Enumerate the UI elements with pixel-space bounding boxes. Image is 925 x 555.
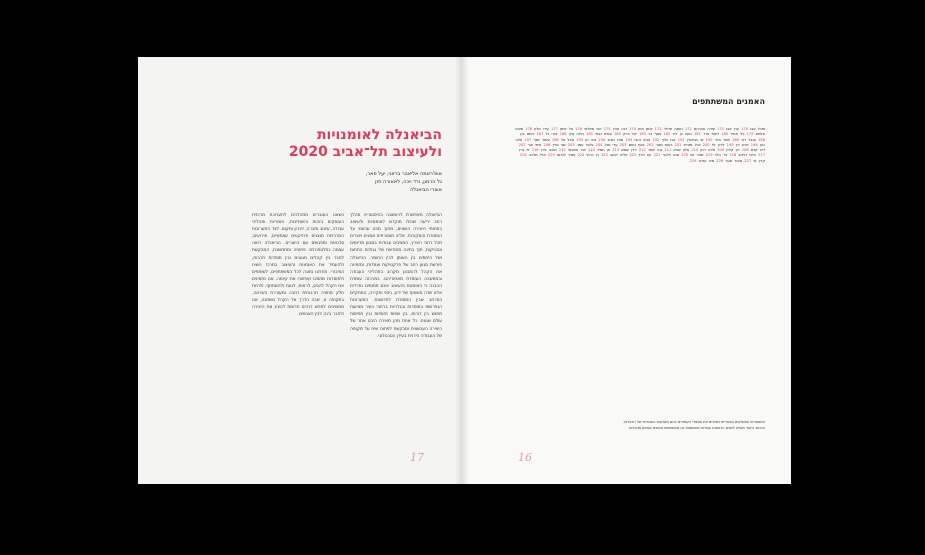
artist-entry [573,127,601,131]
artist-name: הילה גולן [568,132,584,137]
artist-page-ref: 173 [654,127,662,131]
artist-page-ref: 176 [575,127,583,131]
artist-entry [690,159,715,163]
right-page [138,57,462,484]
artist-name: ספיר לנדאו [556,153,576,158]
artist-page-ref: 195 [576,137,584,142]
artist-page-ref: 228 [716,158,724,163]
body-column-1: הביאנלה מאפשרת לראשונה בהיסטוריה מהלך רחב יריעה שכולו מוקדש לאומנויות ולעיצוב בתחומי היצירה השונים, מתוך מבט עכשווי על המסורת והמקורות. אליה מצטרפים אמנים ויוצרים מכל רחבי הארץ, המציגים עבודות במגוון מדיומים וטכניקות, תוך בחינה מחודשת של גבולות התחום ושל היחסים בין האומן לבין החומר. הביאנלה פורשת מגוון רחב של פרקטיקות ועמדות, ומזמינה את הקהל להתבונן מקרוב בתהליכי העבודה ובמחשבה העומדת מאחוריהם. במרכזה עומדת ההבנה כי האומנות והעיצוב אינם תחומים נפרדים אלא שדה משותף של ידע, ניסוי וחקירה, המתקיים במרחב שבין המסורת לחדשנות. התערוכות הנפרשות במוסדות ובגלריות ברחבי העיר מציעות מפגש בין דורות, בין שפות חזותיות ובין תפיסות עולם שונות. כל אחת מהן מאירה היבט אחר של היצירה העכשווית ומבקשת לפתוח שיח על מקומה של העבודה הידנית בעידן הטכנולוגי. [350,213,442,339]
artist-page-ref: 215 [558,148,566,153]
artist-name: שירה אברהם [693,127,715,131]
artist-entry [612,132,637,136]
artist-page-ref: 224 [577,153,585,158]
artist-page-ref: 219 [705,153,713,158]
artist-name: אנה זילבר [662,153,680,158]
artist-name: אייל מלכה [528,153,546,158]
authors [262,170,442,194]
artist-entry [566,143,594,147]
title-line-1: הביאנלה לאומנויות [316,127,442,143]
artist-name: מירב רוזן [700,148,716,153]
artist-name: תמר הדר [714,137,730,142]
artist-name: דורון כץ [735,142,749,147]
artist-entry [662,148,689,152]
artist-entry [599,153,628,157]
artist-name: שי הורוביץ [686,137,704,142]
artist-name: דנה אורן [612,127,627,131]
artist-name: מורן חביב [607,137,624,142]
artist-page-ref: 186 [559,132,567,137]
artist-name: טליה יעקב [610,153,628,158]
artist-entry [651,153,679,157]
footnote-line-1: המספרים המופיעים בסוגריים מציינים את מספרי העמודים בהם מופיעות העבודות של היוצרים. [623,420,765,424]
artist-page-ref: 227 [744,158,752,163]
title-line-2: ולעיצוב תל־אביב 2020 [288,144,442,160]
artist-name: ענבל דור [741,137,756,142]
artist-entry [661,132,691,136]
artist-name: ליאת ארד [702,132,720,137]
artist-page-ref: 197 [524,137,532,142]
artist-page-ref: 222 [629,153,637,158]
artist-name: ניר הלוי [714,153,728,158]
artist-entry [574,138,596,142]
left-page [462,57,791,484]
artist-entry [602,127,627,131]
artist-entry [692,132,719,136]
artist-page-ref: 202 [646,142,654,147]
artist-name: לירון לוי [711,142,725,147]
artist-entry [596,138,623,142]
artist-name: עומר יוסף [533,137,550,142]
artist-page-ref: 207 [518,142,526,147]
artist-name: אביב זהבי [634,137,651,142]
artist-page-ref: 193 [625,137,633,142]
artist-entry [627,153,651,157]
artist-name: מיה עזרא [698,158,715,163]
artist-name: רוני אזולאי [584,127,602,131]
artist-entry [742,159,765,163]
artist-entry [719,132,744,136]
artists-list-title: האמנים המשתתפים [692,97,765,106]
artist-name: הדס דוידוב [738,153,756,158]
artist-entry [530,148,557,152]
artist-entry [593,143,617,147]
artist-entry [689,148,715,152]
artist-name: יונתן אוזן [638,127,653,131]
article-title [242,127,442,161]
artist-entry [522,138,549,142]
artist-page-ref: 213 [612,148,620,153]
artist-name: שני פרץ [552,142,566,147]
artist-page-ref: 191 [677,137,685,142]
artist-page-ref: 203 [619,142,627,147]
authors-line-3: אוצרי הביאנלה [410,187,442,193]
artist-name: רעות מנור [655,142,673,147]
artist-page-ref: 172 [684,127,692,131]
artist-page-ref: 205 [567,142,575,147]
footnote-line-2: הכתוב היוצר מופיע לשנים הרצאות עבודות משותפות וכן משתתפים נוספים שאינם מוזכרים. [628,425,765,430]
artist-entry [586,148,610,152]
footnote [565,420,765,431]
artist-entry [645,143,673,147]
artist-page-ref: 182 [663,132,671,137]
artist-name: גיל אמיר [730,132,745,137]
artist-name: איתי צור [527,142,542,147]
artist-page-ref: 226 [519,153,527,158]
artist-entry [523,127,549,131]
artist-name: נעמה אדלר [663,127,683,131]
artist-entry [520,153,546,157]
artist-page-ref: 211 [664,148,672,153]
artist-entry [676,138,704,142]
artist-page-ref: 183 [639,132,646,137]
artist-name: בועז נחום [628,142,645,147]
artist-entry [652,127,682,131]
artist-page-ref: 221 [653,153,661,158]
artist-entry [715,127,739,131]
artist-page-ref: 199 [726,142,734,147]
artist-page-ref: 225 [547,153,555,158]
artist-name: מיכל אבו [750,127,765,131]
artist-entry [637,148,663,152]
artist-name: אסף בר [648,132,662,137]
artist-page-ref: 189 [732,137,739,142]
artist-entry [703,153,727,157]
artist-entry [701,143,725,147]
artist-entry [550,138,574,142]
artist-name: אור אשכנזי [567,148,586,153]
artist-name: ערן אבן [726,127,740,131]
artist-page-ref: 192 [652,137,660,142]
artist-name: אבנר סער [725,158,743,163]
artist-page-ref: 223 [600,153,608,158]
artist-page-ref: 177 [551,127,558,131]
artist-page-ref: 175 [603,127,611,131]
artist-name: עדי סגל [604,142,618,147]
authors-line-1: אופ'ראמה אליאבר ברזוני, יעל פאר, [365,171,442,177]
artist-entry [541,143,565,147]
artist-page-ref: 218 [729,153,737,158]
artist-name: יעל ברק [623,132,637,137]
authors-line-2: גל הרמון, ורד ויכה, לאאורה חזן [375,179,442,185]
artist-page-ref: 185 [586,132,593,137]
artist-entry [714,159,742,163]
artist-name: ליה קדם [750,148,765,153]
page-number-16: 16 [518,451,532,464]
artist-page-ref: 200 [702,142,710,147]
artist-page-ref: 217 [758,153,765,158]
artist-page-ref: 206 [543,142,551,147]
artist-entry [730,138,756,142]
artist-entry [739,127,765,131]
artist-name: עידו אלון [534,127,549,131]
artist-name: סיגל טל [560,137,575,142]
artist-entry [683,127,715,131]
artist-page-ref: 229 [689,158,697,163]
artist-page-ref: 209 [717,148,725,153]
artists-list [515,127,765,164]
artist-name: טל איתן [560,127,574,131]
artist-page-ref: 196 [551,137,559,142]
artist-name: אורי גל [545,132,558,137]
artist-name: זיו גרין [519,148,530,153]
artist-page-ref: 210 [691,148,699,153]
artist-name: אלה כהן [515,137,765,147]
artist-entry [740,148,765,152]
artist-name: רון קליין [726,148,740,153]
artist-name: יובל מזרחי [683,142,701,147]
artist-page-ref: 216 [531,148,539,153]
artist-entry [618,143,645,147]
artist-entry [727,153,756,157]
artist-entry [557,148,586,152]
artist-name: דפנה בירן [540,148,557,153]
artist-page-ref: 179 [746,132,754,137]
body-column-2: כשאנו העוברים מתהלכים לתערוכת מרכזית העוסקים בזהות והשתייכות, חומריות ותהליכי עבודה, עיצוב וחברה, זיכרון ומקום. לצד התערוכות המרכזיות מוצגים פרויקטים עצמאיים, אירועים, סדנאות ומפגשים עם היוצרים. הביאנלה רואה עצמה כפלטפורמה פתוחה ומתמשכת, המבקשת לחבר בין קהלים מגוונים ובין מוסדות תרבות, ולהעמיד את האומנות והעיצוב במרכז השיח הציבורי. תודתנו נתונה לכל המשתתפים, לשותפים ולמוסדות שתמכו ואפשרו את קיומה. אנו מזמינים את הקהל להגיע, לראות, לגעת ולהשתתף, ולהיות חלק מחוויה תרבותית רחבה ומעוררת השראה. בתקופה זו, שבה הדרך אל הקהל משתנה, אנו ממשיכים לחפש דרכים חדשות להציג את היצירה ולחבר בינה לבין האנשים. [252,213,344,318]
artist-page-ref: 184 [613,132,621,137]
artist-page-ref: 204 [595,142,603,147]
artist-page-ref: 180 [721,132,729,137]
artist-entry [584,132,612,136]
artist-page-ref: 188 [758,137,765,142]
artist-name: רותם דגן [520,132,535,137]
artist-name: חן תמיר [597,148,611,153]
artist-entry [725,143,749,147]
artist-name: עוז חדד [638,153,652,158]
artist-name: קרן וולף [661,137,676,142]
artist-page-ref: 198 [750,142,758,147]
artist-entry [549,127,573,131]
artist-entry [575,153,599,157]
artist-page-ref: 194 [598,137,606,142]
artist-name: ירדן שמש [621,148,637,153]
artist-name: אלון שגיא [673,148,690,153]
artist-page-ref: 170 [741,127,749,131]
artist-entry [703,138,729,142]
artist-entry [610,148,637,152]
artist-name: נגה שחר [647,148,663,153]
artist-name: גלעד עמר [576,142,594,147]
artist-name: שחר ויס [690,153,704,158]
artist-name: מאיה אלמוג [515,127,765,137]
artist-entry [558,132,584,136]
artist-entry [672,143,700,147]
artist-page-ref: 201 [674,142,682,147]
book-gutter-shadow [455,57,469,484]
artist-page-ref: 208 [741,148,749,153]
artist-page-ref: 220 [681,153,689,158]
artist-name: נועה בן דוד [672,132,692,137]
artist-entry [623,138,650,142]
artist-entry [650,138,675,142]
artist-page-ref: 178 [525,127,533,131]
artist-page-ref: 181 [693,132,701,137]
artist-page-ref: 212 [638,148,646,153]
page-number-17: 17 [410,451,424,464]
artist-name: קרין נוי [753,158,765,163]
artist-entry [534,132,557,136]
artist-page-ref: 174 [629,127,636,131]
artist-page-ref: 187 [536,132,544,137]
artist-entry [679,153,703,157]
artist-entry [637,132,661,136]
artist-page-ref: 214 [587,148,595,153]
artist-name: נדב חן [585,137,597,142]
artist-entry [519,143,542,147]
artist-entry [627,127,652,131]
artist-page-ref: 171 [717,127,725,131]
artist-name: עמית גבאי [595,132,612,137]
artist-page-ref: 190 [705,137,713,142]
artist-name: רן כרמי [586,153,599,158]
artist-entry [715,148,739,152]
artist-entry [546,153,576,157]
